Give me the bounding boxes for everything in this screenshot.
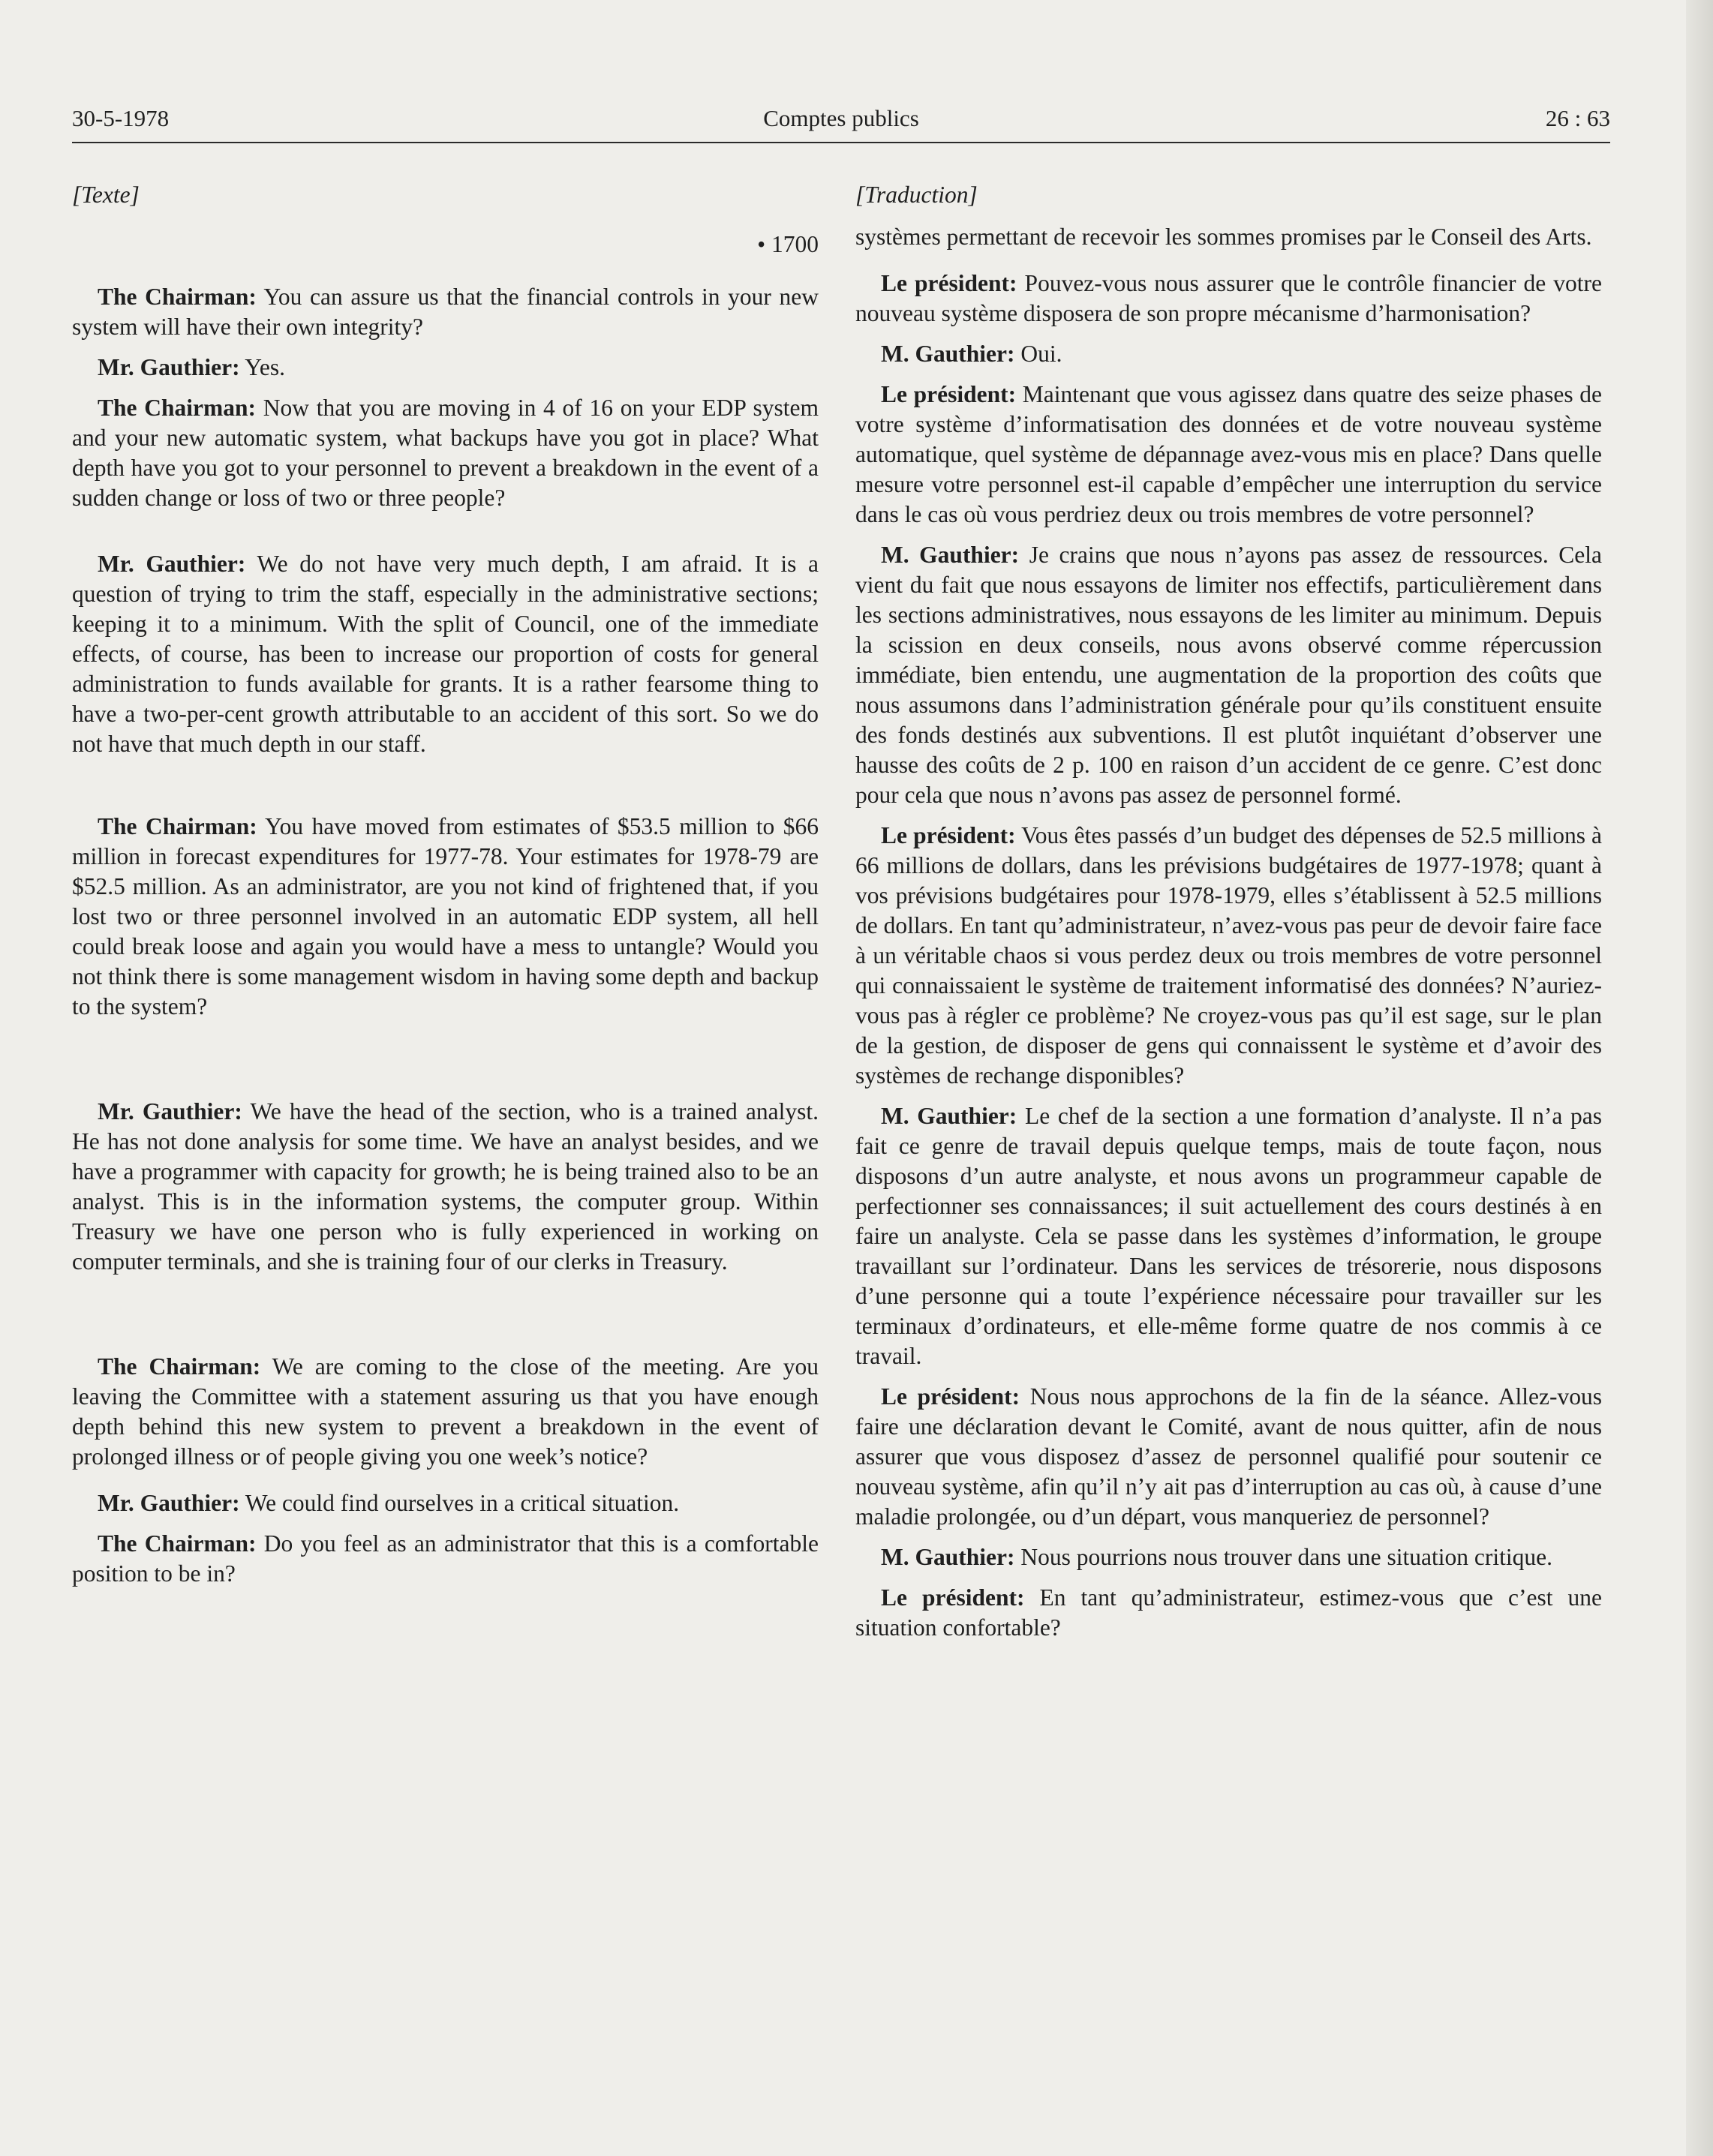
speaker-name: Le président: [881,1383,1020,1410]
transcript-paragraph [72,1488,819,1518]
speech-text: Oui. [1020,341,1062,367]
header-page-number: 26 : 63 [1545,105,1610,131]
transcript-paragraph [855,339,1602,369]
speech-text: We could find ourselves in a critical situation. [245,1490,680,1516]
transcript-paragraph [72,549,819,759]
transcript-paragraph [72,1352,819,1472]
transcript-paragraph [855,269,1602,329]
speech-text: Nous pourrions nous trouver dans une situation critique. [1020,1544,1552,1570]
transcript-paragraph [72,1529,819,1589]
speaker-name: Le président: [881,1584,1025,1611]
speaker-name: The Chairman: [98,813,257,839]
speaker-name: The Chairman: [98,1353,261,1380]
header-title: Comptes publics [763,105,919,131]
transcript-paragraph [72,393,819,513]
transcript-paragraph [855,1583,1602,1643]
speaker-name: M. Gauthier: [881,341,1015,367]
transcript-paragraph [855,1382,1602,1532]
speech-text: You can assure us that the financial controls in your new system will have their own integrity? [72,284,819,340]
speaker-name: Mr. Gauthier: [98,1098,242,1125]
transcript-paragraph [72,812,819,1022]
speech-text: We are coming to the close of the meeting. Are you leaving the Committee with a statement assuring us that you have enough depth behind this new system to prevent a breakdown in the event of prolonged illness or of people giving you one week’s notice? [72,1353,819,1470]
speaker-name: M. Gauthier: [881,542,1020,568]
speech-text: We do not have very much depth, I am afraid. It is a question of trying to trim the staff, especially in the administrative sections; keeping it to a minimum. With the split of Council, one of the immediate effects, of course, has been to increase our proportion of costs for general administration to funds available for grants. It is a rather fearsome thing to have a two-per-cent growth attributable to an accident of this sort. So we do not have that much depth in our staff. [72,551,819,757]
transcript-paragraph [855,821,1602,1091]
speech-text: Je crains que nous n’ayons pas assez de ressources. Cela vient du fait que nous essayons de limiter nos effectifs, particulièrement dans les sections administratives, nous essayons de les limiter au minimum. Depuis la scission en deux conseils, nous avons observé comme répercussion immédiate, bien entendu, une augmentation de la proportion des coûts que nous assumons dans l’administration générale pour qu’ils constituent ensuite des fonds destinés aux subventions. Il est plutôt inquiétant d’observer une hausse des coûts de 2 p. 100 en raison d’un accident de ce genre. C’est donc pour cela que nous n’avons pas assez de personnel formé. [855,542,1603,808]
speaker-name: M. Gauthier: [881,1103,1017,1129]
speech-text: Nous nous approchons de la fin de la séance. Allez-vous faire une déclaration devant le Comité, avant de nous quitter, afin de nous assurer que vous disposez d’assez de personnel qualifié pour soutenir ce nouveau système, afin qu’il n’y ait pas d’interruption au cas où, à cause d’une maladie prolongée, ou d’un départ, vous manqueriez de personnel? [855,1383,1603,1530]
speaker-name: Le président: [881,381,1017,407]
speech-text: Le chef de la section a une formation d’analyste. Il n’a pas fait ce genre de travail depuis quelque temps, mais de toute façon, nous disposons d’un autre analyste, et nous avons un programmeur capable de perfectionner ses connaissances; il suit actuellement des cours destinés à en faire un analyste. Cela se passe dans les systèmes d’information, le groupe travaillant sur l’ordinateur. Dans les services de trésorerie, nous disposons d’une personne qui a toute l’expérience nécessaire pour travailler sur les terminaux d’ordinateurs, et elle-même forme quatre de nos commis à ce travail. [855,1103,1603,1369]
speech-text: Now that you are moving in 4 of 16 on your EDP system and your new automatic system, what backups have you got in place? What depth have you got to your personnel to prevent a breakdown in the event of a sudden change or loss of two or three people? [72,395,819,511]
speaker-name: The Chairman: [98,1530,257,1557]
language-label: [Traduction] [855,182,978,208]
speech-text: Do you feel as an administrator that this is a comfortable position to be in? [72,1530,819,1587]
speech-text: You have moved from estimates of $53.5 million to $66 million in forecast expenditures for 1977-78. Your estimates for 1978-79 are $52.5 million. As an administrator, are you not kind of frightened that, if you lost two or three personnel involved in an automatic EDP system, all hell could break loose and again you would have a mess to untangle? Would you not think there is some management wisdom in having some depth and backup to the system? [72,813,819,1019]
speaker-name: Mr. Gauthier: [98,551,246,577]
transcript-paragraph [855,1542,1602,1572]
speaker-name: The Chairman: [98,284,257,310]
speech-text: Yes. [245,354,285,380]
transcript-paragraph [72,353,819,383]
continuation-text: systèmes permettant de recevoir les sommes promises par le Conseil des Arts. [855,224,1592,250]
speaker-name: Mr. Gauthier: [98,1490,240,1516]
speaker-name: Mr. Gauthier: [98,354,240,380]
speaker-name: The Chairman: [98,395,256,421]
transcript-paragraph [72,282,819,342]
transcript-paragraph [72,1097,819,1277]
speech-text: Vous êtes passés d’un budget des dépenses de 52.5 millions à 66 millions de dollars, dans les prévisions budgétaires de 1977-1978; quant à vos prévisions budgétaires pour 1978-1979, elles s’établissent à 52.5 millions de dollars. En tant qu’administrateur, n’avez-vous pas peur de devoir faire face à un véritable chaos si vous perdez deux ou trois membres de votre personnel qui connaissaient le système de traitement informatisé des données? N’auriez-vous pas à régler ce problème? Ne croyez-vous pas qu’il est sage, sur le plan de la gestion, de disposer de gens qui connaissent le système et d’avoir des systèmes de rechange disponibles? [855,822,1603,1089]
speaker-name: M. Gauthier: [881,1544,1015,1570]
speech-text: En tant qu’administrateur, estimez-vous que c’est une situation confortable? [855,1584,1602,1641]
transcript-paragraph [855,540,1602,810]
french-column [855,180,1602,1653]
speaker-name: Le président: [881,822,1016,848]
running-header [72,105,1610,143]
page-edge [1686,0,1713,2156]
time-marker: • 1700 [757,231,819,257]
speech-text: We have the head of the section, who is a trained analyst. He has not done analysis for some time. We have an analyst besides, and we have a programmer with capacity for growth; he is being trained also to be an analyst. This is in the information systems, the computer group. Within Treasury we have one person who is fully experienced in working on computer terminals, and she is training four of our clerks in Treasury. [72,1098,819,1275]
transcript-paragraph [855,1101,1602,1371]
language-label: [Texte] [72,182,140,208]
speech-text: Pouvez-vous nous assurer que le contrôle financier de votre nouveau système disposera de son propre mécanisme d’harmonisation? [855,270,1603,326]
transcript-paragraph [855,380,1602,530]
speech-text: Maintenant que vous agissez dans quatre des seize phases de votre système d’informatisation des données et de votre nouveau système automatique, quel système de dépannage avez-vous mis en place? Dans quelle mesure votre personnel est-il capable d’empêcher une interruption du service dans le cas où vous perdriez deux ou trois membres de votre personnel? [855,381,1603,527]
speaker-name: Le président: [881,270,1017,296]
header-rule [72,142,1610,143]
english-column [72,180,819,1599]
header-date: 30-5-1978 [72,105,170,131]
